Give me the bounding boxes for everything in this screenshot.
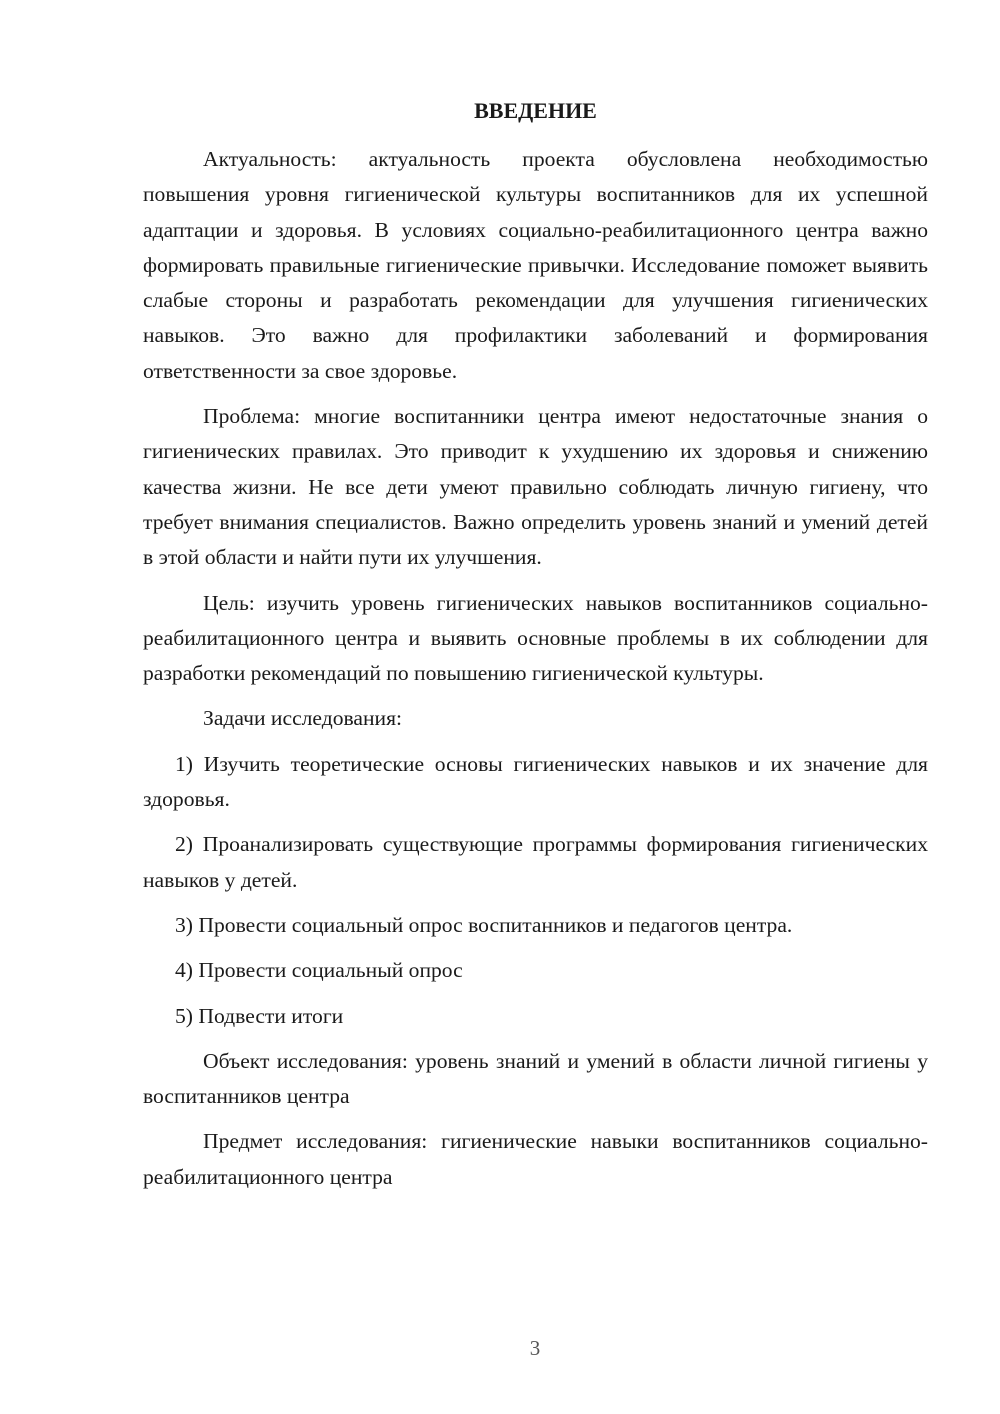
task-item-2: 2) Проанализировать существующие программы формирования гигиенических навыков у детей. <box>143 832 928 892</box>
task-item-4: 4) Провести социальный опрос <box>175 958 463 983</box>
task-item-3: 3) Провести социальный опрос воспитанников и педагогов центра. <box>175 912 793 937</box>
paragraph-relevance: Актуальность: актуальность проекта обусловлена необходимостью повышения уровня гигиенической культуры воспитанников для их успешной адаптации и здоровья. В условиях социально-реабилитационного центра важно формировать правильные гигиенические привычки. Исследование поможет выявить слабые стороны и разработать рекомендации для улучшения гигиенических навыков. Это важно для профилактики заболеваний и формирования ответственности за свое здоровье. <box>143 147 928 383</box>
paragraph-goal: Цель: изучить уровень гигиенических навыков воспитанников социально-реабилитационного центра и выявить основные проблемы в их соблюдении для разработки рекомендаций по повышению гигиенической культуры. <box>143 590 928 686</box>
document-body <box>143 142 928 1195</box>
task-item-1: 1) Изучить теоретические основы гигиенических навыков и их значение для здоровья. <box>143 751 928 812</box>
task-item-5: 5) Подвести итоги <box>175 1003 344 1028</box>
paragraph-subject: Предмет исследования: гигиенические навыки воспитанников социально-реабилитационного центра <box>143 1129 928 1189</box>
page-title: ВВЕДЕНИЕ <box>474 98 597 123</box>
paragraph-problem: Проблема: многие воспитанники центра имеют недостаточные знания о гигиенических правилах. Это приводит к ухудшению их здоровья и снижению качества жизни. Не все дети умеют правильно соблюдать личную гигиену, что требует внимания специалистов. Важно определить уровень знаний и умений детей в этой области и найти пути их улучшения. <box>143 404 928 570</box>
paragraph-object: Объект исследования: уровень знаний и умений в области личной гигиены у воспитанников центра <box>143 1048 928 1109</box>
page-number: 3 <box>529 1336 541 1360</box>
tasks-title: Задачи исследования: <box>203 706 403 731</box>
